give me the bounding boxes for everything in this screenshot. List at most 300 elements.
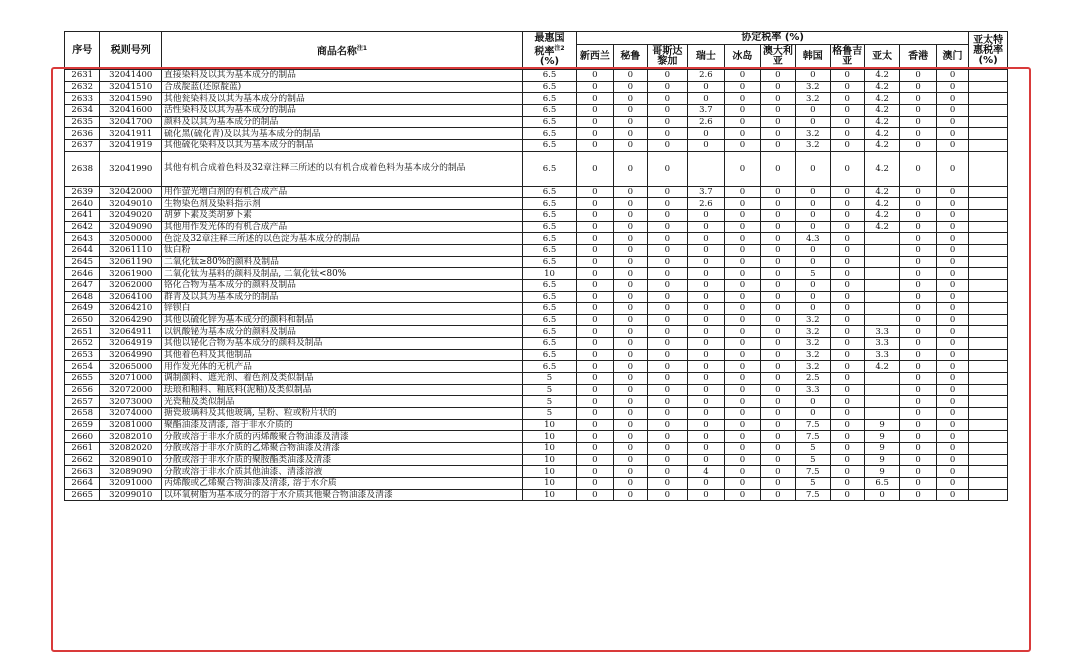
- cell-rate: 0: [796, 198, 830, 210]
- cell-mfn: 10: [522, 431, 576, 443]
- cell-rate: 0: [900, 139, 937, 151]
- cell-rate: 0: [648, 338, 688, 350]
- cell-mfn: 5: [522, 384, 576, 396]
- cell-rate: 0: [725, 361, 760, 373]
- cell-apta: [969, 186, 1008, 198]
- header-name: [161, 32, 522, 70]
- table-row: [65, 303, 1008, 315]
- cell-rate: 0: [577, 93, 614, 105]
- cell-rate: 0: [577, 478, 614, 490]
- cell-rate: 0: [613, 478, 647, 490]
- cell-rate: 0: [830, 104, 864, 116]
- cell-rate: 0: [830, 198, 864, 210]
- header-agreement: 协定税率 (%): [577, 32, 969, 45]
- cell-rate: 0: [796, 221, 830, 233]
- cell-rate: 5: [796, 443, 830, 455]
- table-row: [65, 256, 1008, 268]
- cell-rate: 0: [725, 209, 760, 221]
- cell-rate: [687, 151, 725, 186]
- cell-rate: 0: [725, 338, 760, 350]
- cell-rate: 0: [830, 349, 864, 361]
- cell-rate: 0: [577, 209, 614, 221]
- cell-rate: 0: [725, 116, 760, 128]
- table-row: [65, 408, 1008, 420]
- cell-rate: 0: [796, 151, 830, 186]
- cell-mfn: 10: [522, 489, 576, 501]
- cell-name: 珐琅和釉料、釉底料(泥釉)及类似制品: [161, 384, 522, 396]
- cell-rate: 0: [577, 268, 614, 280]
- header-country: 韩国: [796, 45, 830, 70]
- cell-rate: 2.6: [687, 116, 725, 128]
- header-name-text: 商品名称: [316, 46, 357, 58]
- cell-apta: [969, 93, 1008, 105]
- cell-rate: [864, 233, 899, 245]
- cell-rate: 0: [760, 81, 795, 93]
- cell-rate: 0: [760, 431, 795, 443]
- cell-mfn: 6.5: [522, 104, 576, 116]
- cell-rate: 0: [760, 209, 795, 221]
- cell-rate: 0: [577, 70, 614, 82]
- cell-code: 32041919: [100, 139, 162, 151]
- header-apta-line1: 亚太特: [973, 34, 1004, 46]
- cell-rate: 0: [577, 151, 614, 186]
- cell-rate: 0: [725, 326, 760, 338]
- cell-rate: 4: [687, 466, 725, 478]
- table-header: [65, 32, 1008, 70]
- cell-seq: 2659: [65, 419, 100, 431]
- cell-rate: 7.5: [796, 419, 830, 431]
- cell-rate: 0: [687, 279, 725, 291]
- cell-mfn: 6.5: [522, 128, 576, 140]
- cell-rate: 0: [900, 466, 937, 478]
- cell-rate: 0: [577, 116, 614, 128]
- cell-apta: [969, 198, 1008, 210]
- cell-rate: 0: [648, 244, 688, 256]
- cell-rate: 0: [613, 303, 647, 315]
- cell-rate: 0: [577, 489, 614, 501]
- cell-seq: 2637: [65, 139, 100, 151]
- cell-rate: 0: [830, 361, 864, 373]
- table-row: [65, 233, 1008, 245]
- cell-rate: 0: [760, 349, 795, 361]
- cell-rate: 0: [648, 256, 688, 268]
- cell-code: 32071000: [100, 373, 162, 385]
- cell-rate: 0: [830, 151, 864, 186]
- cell-rate: 0: [760, 338, 795, 350]
- cell-code: 32082010: [100, 431, 162, 443]
- cell-rate: 0: [900, 116, 937, 128]
- cell-rate: 0: [830, 244, 864, 256]
- cell-name: 其他有机合成着色料及32章注释三所述的以有机合成着色料为基本成分的制品: [161, 151, 522, 186]
- cell-mfn: 5: [522, 373, 576, 385]
- cell-rate: 0: [830, 314, 864, 326]
- cell-mfn: 6.5: [522, 209, 576, 221]
- cell-rate: 0: [830, 268, 864, 280]
- cell-rate: 0: [648, 198, 688, 210]
- cell-rate: 0: [900, 209, 937, 221]
- cell-seq: 2665: [65, 489, 100, 501]
- cell-rate: 0: [577, 384, 614, 396]
- cell-rate: 0: [936, 209, 968, 221]
- cell-apta: [969, 373, 1008, 385]
- header-country: 亚太: [864, 45, 899, 70]
- cell-name: 锌钡白: [161, 303, 522, 315]
- cell-rate: 0: [936, 93, 968, 105]
- cell-seq: 2655: [65, 373, 100, 385]
- cell-code: 32050000: [100, 233, 162, 245]
- cell-rate: 5: [796, 478, 830, 490]
- cell-rate: 0: [648, 139, 688, 151]
- cell-code: 32042000: [100, 186, 162, 198]
- cell-rate: 0: [687, 291, 725, 303]
- cell-seq: 2662: [65, 454, 100, 466]
- cell-mfn: 6.5: [522, 70, 576, 82]
- cell-rate: 0: [936, 466, 968, 478]
- cell-apta: [969, 70, 1008, 82]
- cell-rate: 0: [613, 443, 647, 455]
- cell-seq: 2660: [65, 431, 100, 443]
- cell-rate: 0: [613, 314, 647, 326]
- cell-rate: [864, 244, 899, 256]
- cell-rate: 0: [725, 419, 760, 431]
- cell-rate: 0: [900, 396, 937, 408]
- cell-rate: 0: [648, 279, 688, 291]
- cell-code: 32064911: [100, 326, 162, 338]
- cell-rate: 2.5: [796, 373, 830, 385]
- cell-seq: 2650: [65, 314, 100, 326]
- cell-rate: 0: [648, 396, 688, 408]
- cell-rate: 0: [900, 268, 937, 280]
- cell-rate: 4.2: [864, 198, 899, 210]
- cell-rate: 0: [936, 431, 968, 443]
- cell-rate: 0: [687, 361, 725, 373]
- cell-rate: 0: [687, 338, 725, 350]
- cell-rate: 0: [687, 489, 725, 501]
- table-row: [65, 70, 1008, 82]
- cell-rate: 0: [760, 373, 795, 385]
- cell-rate: 0: [900, 128, 937, 140]
- cell-rate: 0: [936, 396, 968, 408]
- cell-mfn: 10: [522, 466, 576, 478]
- cell-rate: 0: [577, 326, 614, 338]
- cell-rate: 0: [936, 314, 968, 326]
- cell-code: 32064100: [100, 291, 162, 303]
- cell-rate: 0: [613, 431, 647, 443]
- cell-seq: 2658: [65, 408, 100, 420]
- cell-rate: 0: [725, 373, 760, 385]
- header-mfn-line2: 税率: [534, 46, 555, 58]
- cell-mfn: 6.5: [522, 93, 576, 105]
- cell-name: 分散或溶于非水介质其他油漆、清漆溶液: [161, 466, 522, 478]
- cell-mfn: 6.5: [522, 244, 576, 256]
- cell-rate: 0: [936, 303, 968, 315]
- cell-mfn: 6.5: [522, 279, 576, 291]
- cell-rate: 0: [725, 408, 760, 420]
- cell-seq: 2652: [65, 338, 100, 350]
- cell-rate: 0: [687, 384, 725, 396]
- cell-code: 32072000: [100, 384, 162, 396]
- cell-rate: 0: [687, 419, 725, 431]
- cell-seq: 2639: [65, 186, 100, 198]
- cell-rate: 0: [900, 81, 937, 93]
- cell-rate: 0: [760, 198, 795, 210]
- cell-rate: 0: [760, 291, 795, 303]
- cell-rate: 0: [613, 349, 647, 361]
- cell-code: 32089010: [100, 454, 162, 466]
- cell-seq: 2644: [65, 244, 100, 256]
- cell-rate: 0: [936, 198, 968, 210]
- cell-mfn: 6.5: [522, 221, 576, 233]
- cell-apta: [969, 349, 1008, 361]
- cell-rate: 0: [936, 454, 968, 466]
- header-mfn-line1: 最惠国: [534, 32, 565, 44]
- table-row: [65, 466, 1008, 478]
- cell-rate: 0: [648, 268, 688, 280]
- cell-rate: 0: [613, 104, 647, 116]
- header-country: 冰岛: [725, 45, 760, 70]
- cell-rate: 5: [796, 268, 830, 280]
- cell-code: 32049010: [100, 198, 162, 210]
- cell-rate: 0: [648, 314, 688, 326]
- cell-mfn: 6.5: [522, 151, 576, 186]
- cell-rate: 0: [577, 81, 614, 93]
- cell-rate: 0: [830, 233, 864, 245]
- header-mfn-unit: (%): [539, 56, 560, 68]
- cell-rate: 0: [577, 454, 614, 466]
- cell-seq: 2653: [65, 349, 100, 361]
- cell-rate: 0: [936, 361, 968, 373]
- cell-mfn: 6.5: [522, 233, 576, 245]
- cell-apta: [969, 361, 1008, 373]
- cell-seq: 2645: [65, 256, 100, 268]
- cell-rate: 0: [760, 151, 795, 186]
- cell-rate: 3.3: [864, 326, 899, 338]
- cell-code: 32091000: [100, 478, 162, 490]
- cell-rate: 0: [760, 408, 795, 420]
- cell-rate: 3.7: [687, 186, 725, 198]
- cell-mfn: 6.5: [522, 81, 576, 93]
- header-country: 瑞士: [687, 45, 725, 70]
- table-row: [65, 221, 1008, 233]
- cell-mfn: 6.5: [522, 349, 576, 361]
- cell-rate: 0: [687, 209, 725, 221]
- table-row: [65, 291, 1008, 303]
- cell-rate: 0: [577, 233, 614, 245]
- cell-rate: 0: [900, 244, 937, 256]
- cell-mfn: 10: [522, 419, 576, 431]
- cell-rate: 0: [613, 256, 647, 268]
- cell-rate: 0: [725, 70, 760, 82]
- cell-rate: 0: [577, 361, 614, 373]
- cell-rate: 0: [760, 139, 795, 151]
- header-country: 新西兰: [577, 45, 614, 70]
- cell-rate: 0: [648, 151, 688, 186]
- cell-rate: 0: [725, 268, 760, 280]
- cell-code: 32041700: [100, 116, 162, 128]
- cell-rate: 0: [900, 151, 937, 186]
- cell-rate: 0: [900, 419, 937, 431]
- cell-rate: 0: [725, 221, 760, 233]
- cell-rate: 0: [577, 419, 614, 431]
- header-seq: 序号: [65, 32, 100, 70]
- cell-apta: [969, 244, 1008, 256]
- table-row: [65, 361, 1008, 373]
- cell-rate: 0: [725, 314, 760, 326]
- cell-rate: 0: [613, 221, 647, 233]
- cell-rate: 0: [830, 256, 864, 268]
- cell-rate: 0: [936, 116, 968, 128]
- cell-rate: 0: [936, 279, 968, 291]
- cell-seq: 2633: [65, 93, 100, 105]
- table-row: [65, 431, 1008, 443]
- cell-rate: 0: [936, 104, 968, 116]
- cell-name: 分散或溶于非水介质的乙烯聚合物油漆及清漆: [161, 443, 522, 455]
- cell-mfn: 6.5: [522, 186, 576, 198]
- cell-code: 32061110: [100, 244, 162, 256]
- cell-code: 32041400: [100, 70, 162, 82]
- cell-rate: 4.2: [864, 104, 899, 116]
- cell-name: 其他瓮染料及以其为基本成分的制品: [161, 93, 522, 105]
- cell-rate: 0: [687, 408, 725, 420]
- cell-rate: 0: [760, 326, 795, 338]
- cell-rate: 0: [725, 291, 760, 303]
- cell-rate: 0: [900, 256, 937, 268]
- cell-rate: 0: [648, 104, 688, 116]
- cell-name: 硫化黑(硫化青)及以其为基本成分的制品: [161, 128, 522, 140]
- cell-rate: 0: [613, 70, 647, 82]
- cell-code: 32064919: [100, 338, 162, 350]
- cell-apta: [969, 256, 1008, 268]
- cell-rate: 0: [760, 384, 795, 396]
- cell-rate: 3.2: [796, 314, 830, 326]
- cell-seq: 2632: [65, 81, 100, 93]
- cell-rate: 0: [900, 303, 937, 315]
- cell-rate: 0: [830, 338, 864, 350]
- cell-rate: 0: [725, 431, 760, 443]
- cell-seq: 2656: [65, 384, 100, 396]
- cell-apta: [969, 81, 1008, 93]
- cell-rate: 7.5: [796, 489, 830, 501]
- table-row: [65, 151, 1008, 186]
- cell-apta: [969, 139, 1008, 151]
- cell-name: 其他以硫化锌为基本成分的颜料和制品: [161, 314, 522, 326]
- cell-rate: [864, 314, 899, 326]
- cell-rate: 0: [936, 408, 968, 420]
- cell-apta: [969, 326, 1008, 338]
- table-row: [65, 104, 1008, 116]
- cell-rate: 0: [830, 209, 864, 221]
- cell-rate: 0: [900, 373, 937, 385]
- cell-name: 直接染料及以其为基本成分的制品: [161, 70, 522, 82]
- cell-rate: 0: [687, 221, 725, 233]
- cell-rate: 0: [830, 291, 864, 303]
- cell-name: 用作发光体的无机产品: [161, 361, 522, 373]
- cell-code: 32049090: [100, 221, 162, 233]
- cell-rate: 0: [648, 233, 688, 245]
- cell-rate: 0: [900, 326, 937, 338]
- cell-rate: [864, 256, 899, 268]
- cell-rate: 0: [760, 186, 795, 198]
- cell-seq: 2663: [65, 466, 100, 478]
- cell-name: 光瓷釉及类似制品: [161, 396, 522, 408]
- cell-rate: 0: [900, 233, 937, 245]
- cell-rate: 9: [864, 431, 899, 443]
- cell-rate: 0: [900, 70, 937, 82]
- header-country: 格鲁吉亚: [830, 45, 864, 70]
- cell-code: 32061190: [100, 256, 162, 268]
- cell-rate: 0: [830, 279, 864, 291]
- table-row: [65, 81, 1008, 93]
- cell-rate: 0: [830, 326, 864, 338]
- cell-apta: [969, 303, 1008, 315]
- cell-rate: 0: [687, 443, 725, 455]
- cell-rate: 0: [613, 93, 647, 105]
- cell-rate: 0: [648, 489, 688, 501]
- cell-rate: 9: [864, 466, 899, 478]
- cell-code: 32089090: [100, 466, 162, 478]
- cell-rate: 0: [577, 443, 614, 455]
- cell-rate: 0: [687, 268, 725, 280]
- cell-apta: [969, 431, 1008, 443]
- cell-rate: 0: [577, 291, 614, 303]
- cell-rate: 0: [830, 431, 864, 443]
- cell-name: 分散或溶于非水介质的聚胺酯类油漆及清漆: [161, 454, 522, 466]
- cell-apta: [969, 419, 1008, 431]
- cell-rate: 0: [725, 478, 760, 490]
- header-country: 秘鲁: [613, 45, 647, 70]
- cell-mfn: 6.5: [522, 338, 576, 350]
- table-row: [65, 478, 1008, 490]
- cell-rate: 0: [613, 454, 647, 466]
- cell-rate: 0: [900, 349, 937, 361]
- cell-rate: 0: [725, 139, 760, 151]
- cell-rate: 0: [613, 338, 647, 350]
- cell-apta: [969, 408, 1008, 420]
- cell-code: 32041590: [100, 93, 162, 105]
- cell-rate: 0: [577, 128, 614, 140]
- cell-rate: 0: [830, 466, 864, 478]
- cell-seq: 2649: [65, 303, 100, 315]
- cell-rate: 0: [796, 256, 830, 268]
- cell-rate: 3.3: [796, 384, 830, 396]
- cell-rate: 3.2: [796, 349, 830, 361]
- cell-rate: 0: [577, 466, 614, 478]
- cell-rate: 0: [648, 209, 688, 221]
- cell-rate: 0: [900, 361, 937, 373]
- cell-seq: 2661: [65, 443, 100, 455]
- cell-rate: 0: [900, 489, 937, 501]
- cell-rate: 3.2: [796, 128, 830, 140]
- cell-rate: 0: [577, 104, 614, 116]
- cell-apta: [969, 454, 1008, 466]
- cell-rate: 0: [648, 93, 688, 105]
- cell-rate: 3.3: [864, 338, 899, 350]
- header-apta-unit: (%): [978, 54, 998, 66]
- cell-apta: [969, 314, 1008, 326]
- cell-rate: 0: [796, 70, 830, 82]
- cell-rate: 0: [725, 384, 760, 396]
- cell-rate: 0: [648, 478, 688, 490]
- cell-rate: 0: [613, 408, 647, 420]
- cell-rate: 0: [900, 314, 937, 326]
- cell-rate: 4.2: [864, 128, 899, 140]
- cell-code: 32062000: [100, 279, 162, 291]
- cell-apta: [969, 291, 1008, 303]
- cell-rate: 0: [760, 419, 795, 431]
- cell-rate: 0: [900, 291, 937, 303]
- cell-name: 群青及以其为基本成分的制品: [161, 291, 522, 303]
- cell-apta: [969, 443, 1008, 455]
